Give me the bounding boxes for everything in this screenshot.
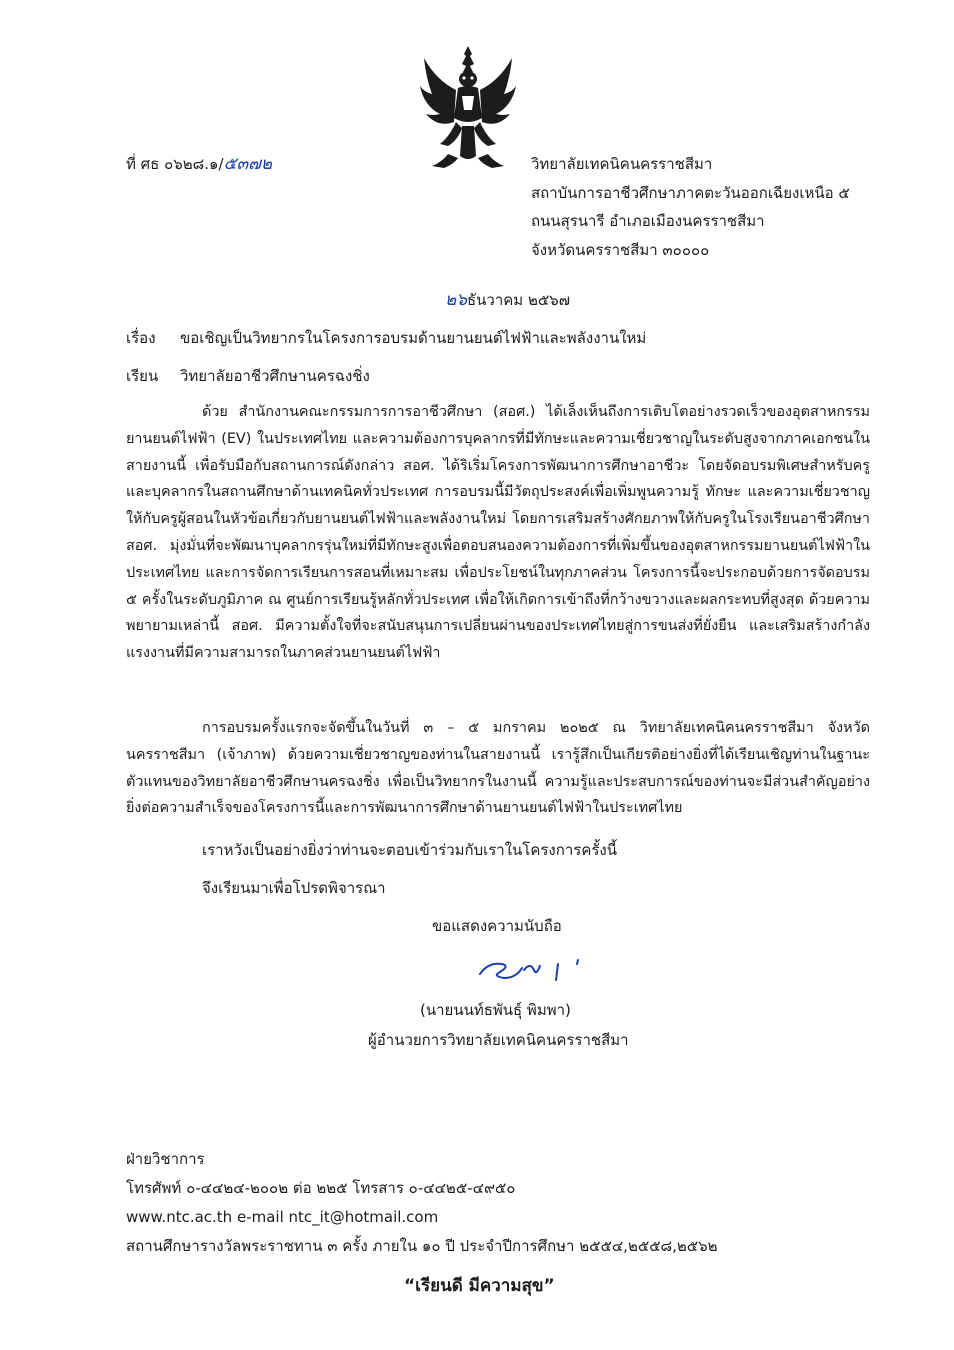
- signer-name: (นายนนท์ธพันธุ์ พิมพา): [420, 1001, 571, 1019]
- closing-phrase: ขอแสดงความนับถือ: [432, 917, 562, 935]
- date-month-year: ธันวาคม ๒๕๖๗: [467, 291, 570, 309]
- body-paragraph-2: การอบรมครั้งแรกจะจัดขึ้นในวันที่ ๓ – ๕ มกราคม ๒๐๒๕ ณ วิทยาลัยเทคนิคนครราชสีมา จังหวัดนครราชสีมา (เจ้าภาพ) ด้วยความเชี่ยวชาญของท่านในสายงานนี้ เรารู้สึกเป็นเกียรติอย่างยิ่งที่ได้เรียนเชิญท่านในฐานะตัวแทนของวิทยาลัยอาชีวศึกษานครฉงชิ่ง เพื่อเป็นวิทยากรในงานนี้ ความรู้และประสบการณ์ของท่านจะมีส่วนสำคัญอย่างยิ่งต่อความสำเร็จของโครงการนี้และการพัฒนาการศึกษาด้านยานยนต์ไฟฟ้าในประเทศไทย: [126, 720, 870, 817]
- date-day-handwritten: ๒๖: [445, 290, 467, 310]
- subject-label: เรื่อง: [126, 329, 156, 347]
- footer-phone: โทรศัพท์ ๐-๔๔๒๔-๒๐๐๒ ต่อ ๒๒๕ โทรสาร ๐-๔๔๒๕-๔๙๕๐: [126, 1179, 516, 1197]
- consider-line: จึงเรียนมาเพื่อโปรดพิจารณา: [202, 879, 386, 897]
- signer-title: ผู้อำนวยการวิทยาลัยเทคนิคนครราชสีมา: [368, 1031, 629, 1049]
- reference-number: ที่ ศธ ๐๖๒๘.๑/: [126, 155, 224, 173]
- body-paragraph-1: ด้วย สำนักงานคณะกรรมการการอาชีวศึกษา (สอศ.) ได้เล็งเห็นถึงการเติบโตอย่างรวดเร็วของอุตสาหกรรมยานยนต์ไฟฟ้า (EV) ในประเทศไทย และความต้องการบุคลากรที่มีทักษะและความเชี่ยวชาญในระดับสูงจากภาคเอกชนในสายงานนี้ เพื่อรับมือกับสถานการณ์ดังกล่าว สอศ. ได้ริเริ่มโครงการพัฒนาการศึกษาอาชีวะ โดยจัดอบรมพิเศษสำหรับครูและบุคลากรในสถานศึกษาด้านเทคนิคทั่วประเทศ การอบรมนี้มีวัตถุประสงค์เพื่อเพิ่มพูนความรู้ ทักษะ และความเชี่ยวชาญให้กับครูผู้สอนในหัวข้อเกี่ยวกับยานยนต์ไฟฟ้าและพลังงานใหม่ โดยการเสริมสร้างศักยภาพให้กับครูในโรงเรียนอาชีวศึกษา สอศ. มุ่งมั่นที่จะพัฒนาบุคลากรรุ่นใหม่ที่มีทักษะสูงเพื่อตอบสนองความต้องการที่เพิ่มขึ้นของอุตสาหกรรมยานยนต์ไฟฟ้าในประเทศไทย และการจัดการเรียนการสอนที่เหมาะสม เพื่อประโยชน์ในทุกภาคส่วน โครงการนี้จะประกอบด้วยการจัดอบรม ๕ ครั้งในระดับภูมิภาค ณ ศูนย์การเรียนรู้หลักทั่วประเทศ เพื่อให้เกิดการเข้าถึงที่กว้างขวางและผลกระทบที่สูงสุด ด้วยความพยายามเหล่านี้ สอศ. มีความตั้งใจที่จะสนับสนุนการเปลี่ยนผ่านของประเทศไทยสู่การขนส่งที่ยั่งยืน และเสริมสร้างกำลังแรงงานที่มีความสามารถในภาคส่วนยานยนต์ไฟฟ้า: [126, 404, 870, 662]
- subject-text: ขอเชิญเป็นวิทยากรในโครงการอบรมด้านยานยนต์ไฟฟ้าและพลังงานใหม่: [180, 329, 647, 347]
- letter-date: [445, 286, 570, 313]
- footer-department: ฝ่ายวิชาการ: [126, 1150, 205, 1168]
- signature-icon: [474, 952, 594, 986]
- sender-institute: สถาบันการอาชีวศึกษาภาคตะวันออกเฉียงเหนือ ๕: [531, 183, 850, 202]
- hope-line: เราหวังเป็นอย่างยิ่งว่าท่านจะตอบเข้าร่วมกับเราในโครงการครั้งนี้: [202, 841, 617, 859]
- footer-contact: [126, 1145, 718, 1261]
- recipient-label: เรียน: [126, 367, 159, 385]
- footer-motto: “เรียนดี มีความสุข”: [404, 1276, 555, 1296]
- reference-number-handwritten: ๕๓๗๒: [223, 154, 273, 174]
- sender-address: [531, 150, 850, 264]
- footer-award: สถานศึกษารางวัลพระราชทาน ๓ ครั้ง ภายใน ๑๐ ปี ประจำปีการศึกษา ๒๕๕๔,๒๕๕๘,๒๕๖๒: [126, 1237, 718, 1255]
- sender-name: วิทยาลัยเทคนิคนครราชสีมา: [531, 155, 713, 173]
- sender-province: จังหวัดนครราชสีมา ๓๐๐๐๐: [531, 240, 710, 259]
- recipient-text: วิทยาลัยอาชีวศึกษานครฉงชิ่ง: [180, 367, 370, 385]
- footer-web-email: www.ntc.ac.th e-mail ntc_it@hotmail.com: [126, 1208, 439, 1226]
- sender-road: ถนนสุรนารี อำเภอเมืองนครราชสีมา: [531, 212, 765, 230]
- garuda-emblem-icon: [418, 44, 518, 170]
